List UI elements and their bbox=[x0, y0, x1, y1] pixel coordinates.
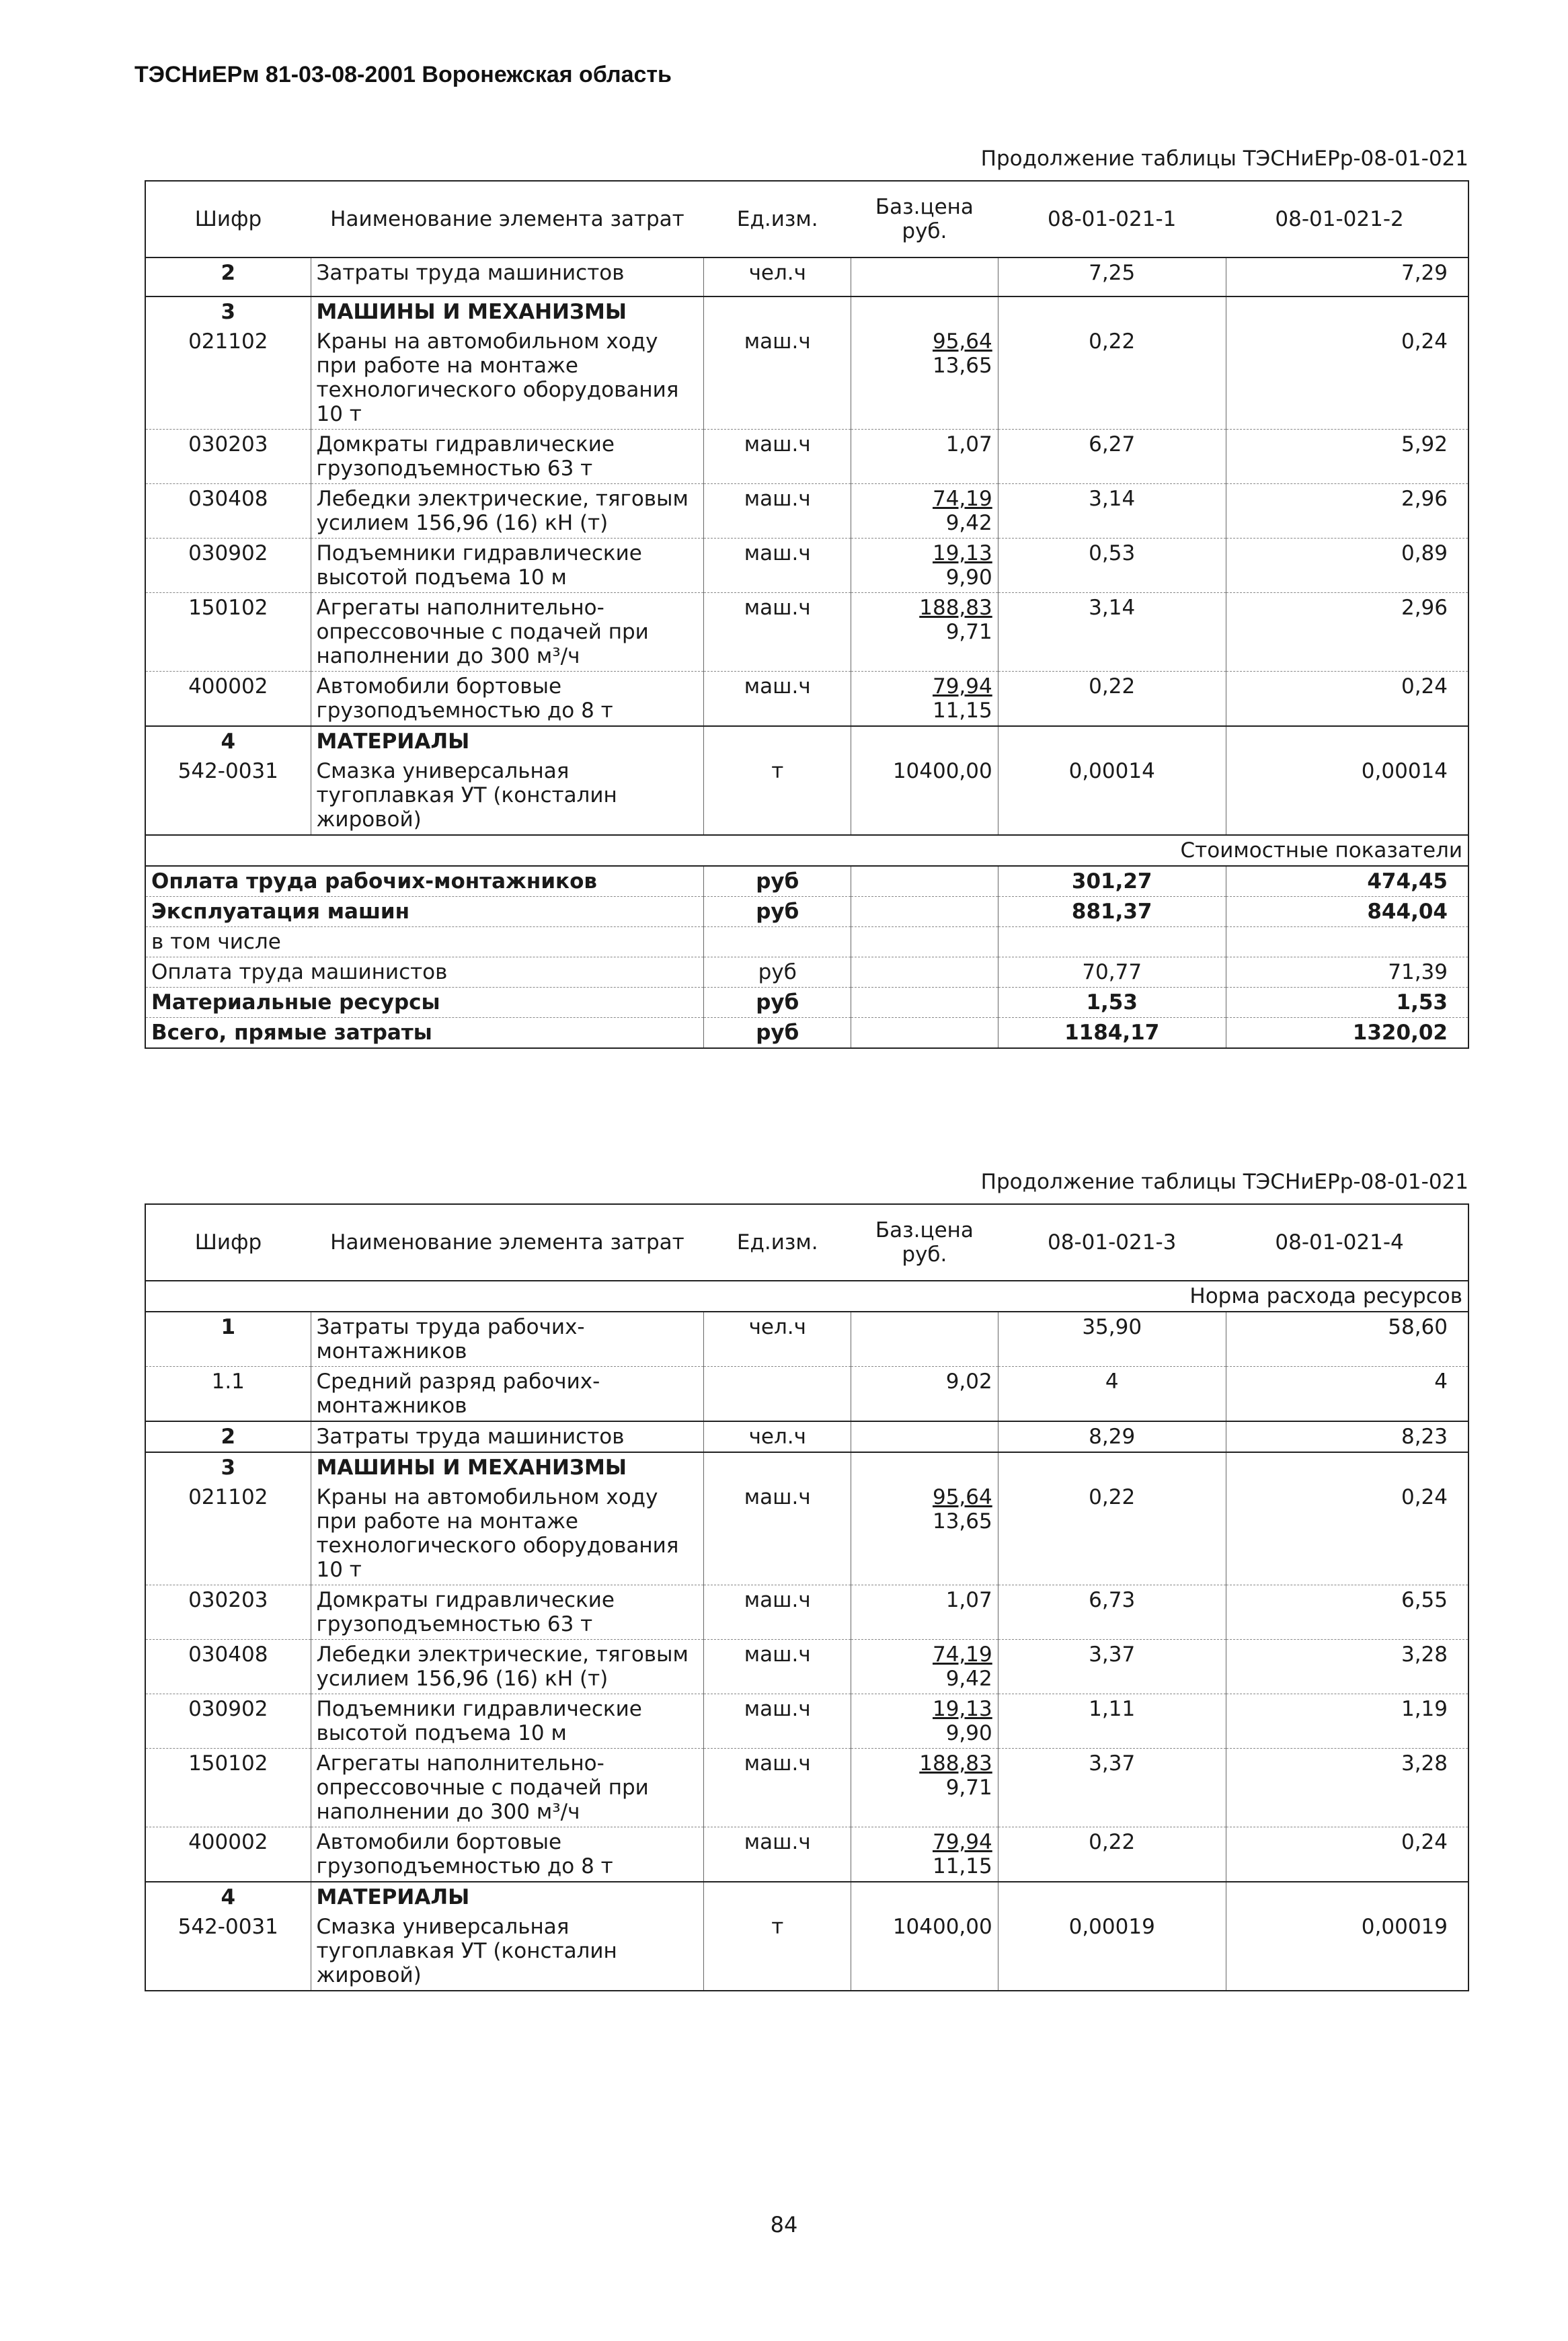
table-header-row bbox=[145, 1204, 1468, 1281]
section-title: МАТЕРИАЛЫ bbox=[311, 726, 704, 756]
row-value-1: 3,14 bbox=[998, 593, 1226, 672]
table1-continuation-caption: Продолжение таблицы ТЭСНиЕРр-08-01-021 bbox=[980, 147, 1468, 171]
row-code: 2 bbox=[221, 261, 236, 285]
price-wage: 9,90 bbox=[945, 1721, 992, 1745]
cost-value-2 bbox=[1226, 927, 1468, 957]
table-row bbox=[145, 1827, 1468, 1882]
header-name: Наименование элемента затрат bbox=[311, 1204, 704, 1281]
cost-label: Материальные ресурсы bbox=[145, 988, 704, 1018]
row-name: Затраты труда машинистов bbox=[311, 1421, 704, 1452]
row-code: 542-0031 bbox=[178, 1915, 278, 1939]
cost-row bbox=[145, 927, 1468, 957]
cost-unit: руб bbox=[704, 897, 851, 927]
price-machine: 1,07 bbox=[945, 432, 992, 457]
table-header-row bbox=[145, 181, 1468, 257]
row-value-2: 1,19 bbox=[1226, 1694, 1468, 1749]
section-code: 3 bbox=[145, 296, 311, 327]
table-row bbox=[145, 1312, 1468, 1367]
cost-heading: Стоимостные показатели bbox=[145, 835, 1468, 866]
cost-value-1: 1184,17 bbox=[998, 1018, 1226, 1049]
page-number: 84 bbox=[770, 2212, 798, 2237]
cost-value-2: 1,53 bbox=[1226, 988, 1468, 1018]
price-wage: 9,42 bbox=[945, 511, 992, 535]
price-machine: 188,83 bbox=[919, 596, 992, 620]
row-value-2: 3,28 bbox=[1226, 1749, 1468, 1827]
row-value-2: 0,24 bbox=[1226, 327, 1468, 430]
header-base-price: Баз.цена руб. bbox=[851, 1204, 998, 1281]
section-code: 3 bbox=[145, 1452, 311, 1482]
cost-empty bbox=[851, 957, 998, 988]
row-name: Лебедки электрические, тяговым усилием 156,96 (16) кН (т) bbox=[311, 484, 704, 539]
cost-empty bbox=[851, 1018, 998, 1049]
row-value-2: 0,24 bbox=[1226, 1827, 1468, 1882]
header-unit: Ед.изм. bbox=[704, 181, 851, 257]
row-name: Краны на автомобильном ходу при работе на монтаже технологического оборудования 10 т bbox=[311, 327, 704, 430]
table-row bbox=[145, 430, 1468, 484]
cost-value-2: 474,45 bbox=[1226, 866, 1468, 897]
row-price: 10400,00 bbox=[851, 1912, 998, 1991]
row-code: 030902 bbox=[145, 1694, 311, 1749]
row-unit: маш.ч bbox=[704, 327, 851, 430]
section-row bbox=[145, 1452, 1468, 1482]
row-value-2: 2,96 bbox=[1226, 593, 1468, 672]
price-machine: 74,19 bbox=[932, 1642, 992, 1667]
row-value-1: 0,22 bbox=[998, 672, 1226, 727]
cost-value-2: 71,39 bbox=[1226, 957, 1468, 988]
row-value-1: 0,22 bbox=[998, 327, 1226, 430]
cost-empty bbox=[851, 866, 998, 897]
table-row bbox=[145, 484, 1468, 539]
row-unit: чел.ч bbox=[704, 1312, 851, 1367]
row-unit: чел.ч bbox=[704, 1421, 851, 1452]
row-name: Смазка универсальная тугоплавкая УТ (консталин жировой) bbox=[311, 756, 704, 835]
row-price bbox=[851, 1482, 998, 1585]
table-row bbox=[145, 1482, 1468, 1585]
row-value-1: 4 bbox=[998, 1367, 1226, 1422]
price-machine: 19,13 bbox=[932, 541, 992, 565]
table-row bbox=[145, 756, 1468, 835]
cost-heading-row bbox=[145, 835, 1468, 866]
row-value-1: 35,90 bbox=[998, 1312, 1226, 1367]
row-value-2: 0,00019 bbox=[1226, 1912, 1468, 1991]
table-row bbox=[145, 672, 1468, 727]
row-value-2: 0,89 bbox=[1226, 539, 1468, 593]
cost-unit: руб bbox=[704, 988, 851, 1018]
row-name: Лебедки электрические, тяговым усилием 156,96 (16) кН (т) bbox=[311, 1640, 704, 1694]
section-title: МАШИНЫ И МЕХАНИЗМЫ bbox=[311, 296, 704, 327]
row-value-1: 0,00014 bbox=[998, 756, 1226, 835]
header-code: Шифр bbox=[145, 1204, 311, 1281]
row-unit bbox=[704, 1367, 851, 1422]
row-value-1: 0,00019 bbox=[998, 1912, 1226, 1991]
cost-row bbox=[145, 1018, 1468, 1049]
cost-list bbox=[145, 866, 1468, 1048]
row-name: Подъемники гидравлические высотой подъема 10 м bbox=[311, 1694, 704, 1749]
price-wage: 9,71 bbox=[945, 620, 992, 644]
price-machine: 1,07 bbox=[945, 1588, 992, 1612]
price-machine: 79,94 bbox=[932, 1830, 992, 1854]
table-row bbox=[145, 1367, 1468, 1422]
section-row bbox=[145, 1882, 1468, 1912]
cost-empty bbox=[851, 988, 998, 1018]
row-price: 9,02 bbox=[851, 1367, 998, 1422]
row-value-1: 0,22 bbox=[998, 1482, 1226, 1585]
section-code: 4 bbox=[145, 1882, 311, 1912]
row-price bbox=[851, 484, 998, 539]
section-title: МАШИНЫ И МЕХАНИЗМЫ bbox=[311, 1452, 704, 1482]
row-unit: маш.ч bbox=[704, 484, 851, 539]
row-code: 400002 bbox=[145, 1827, 311, 1882]
row-price bbox=[851, 1827, 998, 1882]
norm-heading: Норма расхода ресурсов bbox=[145, 1281, 1468, 1312]
row-code: 030203 bbox=[145, 430, 311, 484]
row-unit: маш.ч bbox=[704, 1749, 851, 1827]
row-price: 10400,00 bbox=[851, 756, 998, 835]
cost-empty bbox=[851, 927, 998, 957]
row-price bbox=[851, 430, 998, 484]
machines-list-1 bbox=[145, 327, 1468, 726]
row-code: 2 bbox=[145, 1421, 311, 1452]
row-name: Краны на автомобильном ходу при работе на монтаже технологического оборудования 10 т bbox=[311, 1482, 704, 1585]
row-price bbox=[851, 593, 998, 672]
row-unit: маш.ч bbox=[704, 1694, 851, 1749]
header-name: Наименование элемента затрат bbox=[311, 181, 704, 257]
header-code: Шифр bbox=[145, 181, 311, 257]
row-price bbox=[851, 672, 998, 727]
row-price bbox=[851, 257, 998, 296]
cost-unit: руб bbox=[704, 957, 851, 988]
row-value-1: 3,37 bbox=[998, 1749, 1226, 1827]
row-price bbox=[851, 1749, 998, 1827]
page-header: ТЭСНиЕРм 81-03-08-2001 Воронежская область bbox=[134, 62, 672, 87]
section-title: МАТЕРИАЛЫ bbox=[311, 1882, 704, 1912]
row-value-2: 0,24 bbox=[1226, 672, 1468, 727]
row-value-2: 0,24 bbox=[1226, 1482, 1468, 1585]
row-unit: маш.ч bbox=[704, 539, 851, 593]
row-name: Средний разряд рабочих-монтажников bbox=[311, 1367, 704, 1422]
row-name: Затраты труда рабочих-монтажников bbox=[311, 1312, 704, 1367]
price-machine: 95,64 bbox=[932, 329, 992, 354]
row-value-1: 6,27 bbox=[998, 430, 1226, 484]
row-code: 030203 bbox=[145, 1585, 311, 1640]
price-wage: 11,15 bbox=[932, 699, 992, 723]
price-wage: 9,42 bbox=[945, 1667, 992, 1691]
cost-label: Оплата труда рабочих-монтажников bbox=[151, 869, 597, 894]
row-name: Затраты труда машинистов bbox=[311, 257, 704, 296]
row-name: Подъемники гидравлические высотой подъема 10 м bbox=[311, 539, 704, 593]
norm-heading-row bbox=[145, 1281, 1468, 1312]
row-price bbox=[851, 1421, 998, 1452]
row-price bbox=[851, 1694, 998, 1749]
row-code: 542-0031 bbox=[178, 759, 278, 783]
section-row bbox=[145, 726, 1468, 756]
row-unit: маш.ч bbox=[704, 430, 851, 484]
cost-value-1: 1,53 bbox=[998, 988, 1226, 1018]
cost-row bbox=[145, 957, 1468, 988]
table-row bbox=[145, 593, 1468, 672]
row-value-1: 1,11 bbox=[998, 1694, 1226, 1749]
resource-table-2 bbox=[145, 1203, 1469, 1991]
cost-value-2: 1320,02 bbox=[1226, 1018, 1468, 1049]
row-code: 030408 bbox=[145, 484, 311, 539]
header-unit: Ед.изм. bbox=[704, 1204, 851, 1281]
cost-value-1: 301,27 bbox=[998, 866, 1226, 897]
price-wage: 13,65 bbox=[932, 1509, 992, 1534]
row-name: Агрегаты наполнительно-опрессовочные с подачей при наполнении до 300 м³/ч bbox=[311, 593, 704, 672]
row-value-2: 4 bbox=[1226, 1367, 1468, 1422]
cost-label: Эксплуатация машин bbox=[145, 897, 704, 927]
price-machine: 188,83 bbox=[919, 1751, 992, 1776]
cost-value-1: 70,77 bbox=[998, 957, 1226, 988]
table-row bbox=[145, 1912, 1468, 1991]
cost-value-1: 881,37 bbox=[998, 897, 1226, 927]
header-col-4: 08-01-021-4 bbox=[1226, 1204, 1468, 1281]
row-value-1: 8,29 bbox=[998, 1421, 1226, 1452]
price-wage: 13,65 bbox=[932, 354, 992, 378]
cost-empty bbox=[851, 897, 998, 927]
table-row bbox=[145, 257, 1468, 296]
section-row bbox=[145, 296, 1468, 327]
table-row bbox=[145, 1694, 1468, 1749]
cost-unit bbox=[704, 927, 851, 957]
machines-list-2 bbox=[145, 1482, 1468, 1882]
row-code: 1 bbox=[221, 1315, 236, 1339]
row-value-2: 7,29 bbox=[1226, 257, 1468, 296]
row-price bbox=[851, 1312, 998, 1367]
row-name: Смазка универсальная тугоплавкая УТ (консталин жировой) bbox=[311, 1912, 704, 1991]
table-row bbox=[145, 1585, 1468, 1640]
price-wage: 9,71 bbox=[945, 1776, 992, 1800]
row-price bbox=[851, 1585, 998, 1640]
table-row bbox=[145, 327, 1468, 430]
row-value-2: 5,92 bbox=[1226, 430, 1468, 484]
row-price bbox=[851, 327, 998, 430]
cost-unit: руб bbox=[704, 866, 851, 897]
row-value-2: 3,28 bbox=[1226, 1640, 1468, 1694]
price-machine: 79,94 bbox=[932, 674, 992, 699]
header-col-1: 08-01-021-1 bbox=[998, 181, 1226, 257]
table-row bbox=[145, 1640, 1468, 1694]
row-unit: чел.ч bbox=[704, 257, 851, 296]
table-row bbox=[145, 1749, 1468, 1827]
row-value-2: 2,96 bbox=[1226, 484, 1468, 539]
row-value-2: 58,60 bbox=[1226, 1312, 1468, 1367]
row-name: Домкраты гидравлические грузоподъемностью 63 т bbox=[311, 1585, 704, 1640]
row-code: 150102 bbox=[145, 593, 311, 672]
row-value-2: 6,55 bbox=[1226, 1585, 1468, 1640]
row-code: 400002 bbox=[145, 672, 311, 727]
row-code: 150102 bbox=[145, 1749, 311, 1827]
row-code: 021102 bbox=[188, 329, 268, 354]
section-code: 4 bbox=[145, 726, 311, 756]
row-value-1: 0,53 bbox=[998, 539, 1226, 593]
row-value-1: 3,37 bbox=[998, 1640, 1226, 1694]
row-name: Автомобили бортовые грузоподъемностью до 8 т bbox=[311, 672, 704, 727]
cost-label: Всего, прямые затраты bbox=[145, 1018, 704, 1049]
cost-value-2: 844,04 bbox=[1226, 897, 1468, 927]
table2-continuation-caption: Продолжение таблицы ТЭСНиЕРр-08-01-021 bbox=[980, 1170, 1468, 1194]
price-machine: 95,64 bbox=[932, 1485, 992, 1509]
price-machine: 74,19 bbox=[932, 487, 992, 511]
row-unit: маш.ч bbox=[704, 1827, 851, 1882]
row-name: Домкраты гидравлические грузоподъемностью 63 т bbox=[311, 430, 704, 484]
row-code: 030902 bbox=[145, 539, 311, 593]
cost-row bbox=[145, 897, 1468, 927]
cost-unit: руб bbox=[704, 1018, 851, 1049]
row-value-2: 0,00014 bbox=[1226, 756, 1468, 835]
row-unit: маш.ч bbox=[704, 593, 851, 672]
row-value-2: 8,23 bbox=[1226, 1421, 1468, 1452]
cost-row bbox=[145, 988, 1468, 1018]
price-machine: 19,13 bbox=[932, 1697, 992, 1721]
row-name: Автомобили бортовые грузоподъемностью до 8 т bbox=[311, 1827, 704, 1882]
cost-value-1 bbox=[998, 927, 1226, 957]
cost-row bbox=[145, 866, 1468, 897]
row-price bbox=[851, 539, 998, 593]
row-code: 030408 bbox=[145, 1640, 311, 1694]
row-unit: т bbox=[704, 1912, 851, 1991]
price-wage: 9,90 bbox=[945, 565, 992, 590]
row-name: Агрегаты наполнительно-опрессовочные с подачей при наполнении до 300 м³/ч bbox=[311, 1749, 704, 1827]
row-value-1: 3,14 bbox=[998, 484, 1226, 539]
row-unit: маш.ч bbox=[704, 1585, 851, 1640]
resource-table-1 bbox=[145, 180, 1469, 1049]
row-value-1: 0,22 bbox=[998, 1827, 1226, 1882]
row-price bbox=[851, 1640, 998, 1694]
row-unit: маш.ч bbox=[704, 672, 851, 727]
header-col-2: 08-01-021-2 bbox=[1226, 181, 1468, 257]
row-unit: маш.ч bbox=[704, 1482, 851, 1585]
table-row bbox=[145, 1421, 1468, 1452]
table-row bbox=[145, 539, 1468, 593]
price-wage: 11,15 bbox=[932, 1854, 992, 1878]
row-code: 021102 bbox=[188, 1485, 268, 1509]
row-value-1: 7,25 bbox=[998, 257, 1226, 296]
cost-label: Оплата труда машинистов bbox=[145, 957, 704, 988]
header-col-3: 08-01-021-3 bbox=[998, 1204, 1226, 1281]
row-code: 1.1 bbox=[145, 1367, 311, 1422]
cost-label: в том числе bbox=[145, 927, 704, 957]
row-value-1: 6,73 bbox=[998, 1585, 1226, 1640]
row-unit: маш.ч bbox=[704, 1640, 851, 1694]
row-unit: т bbox=[704, 756, 851, 835]
header-base-price: Баз.цена руб. bbox=[851, 181, 998, 257]
